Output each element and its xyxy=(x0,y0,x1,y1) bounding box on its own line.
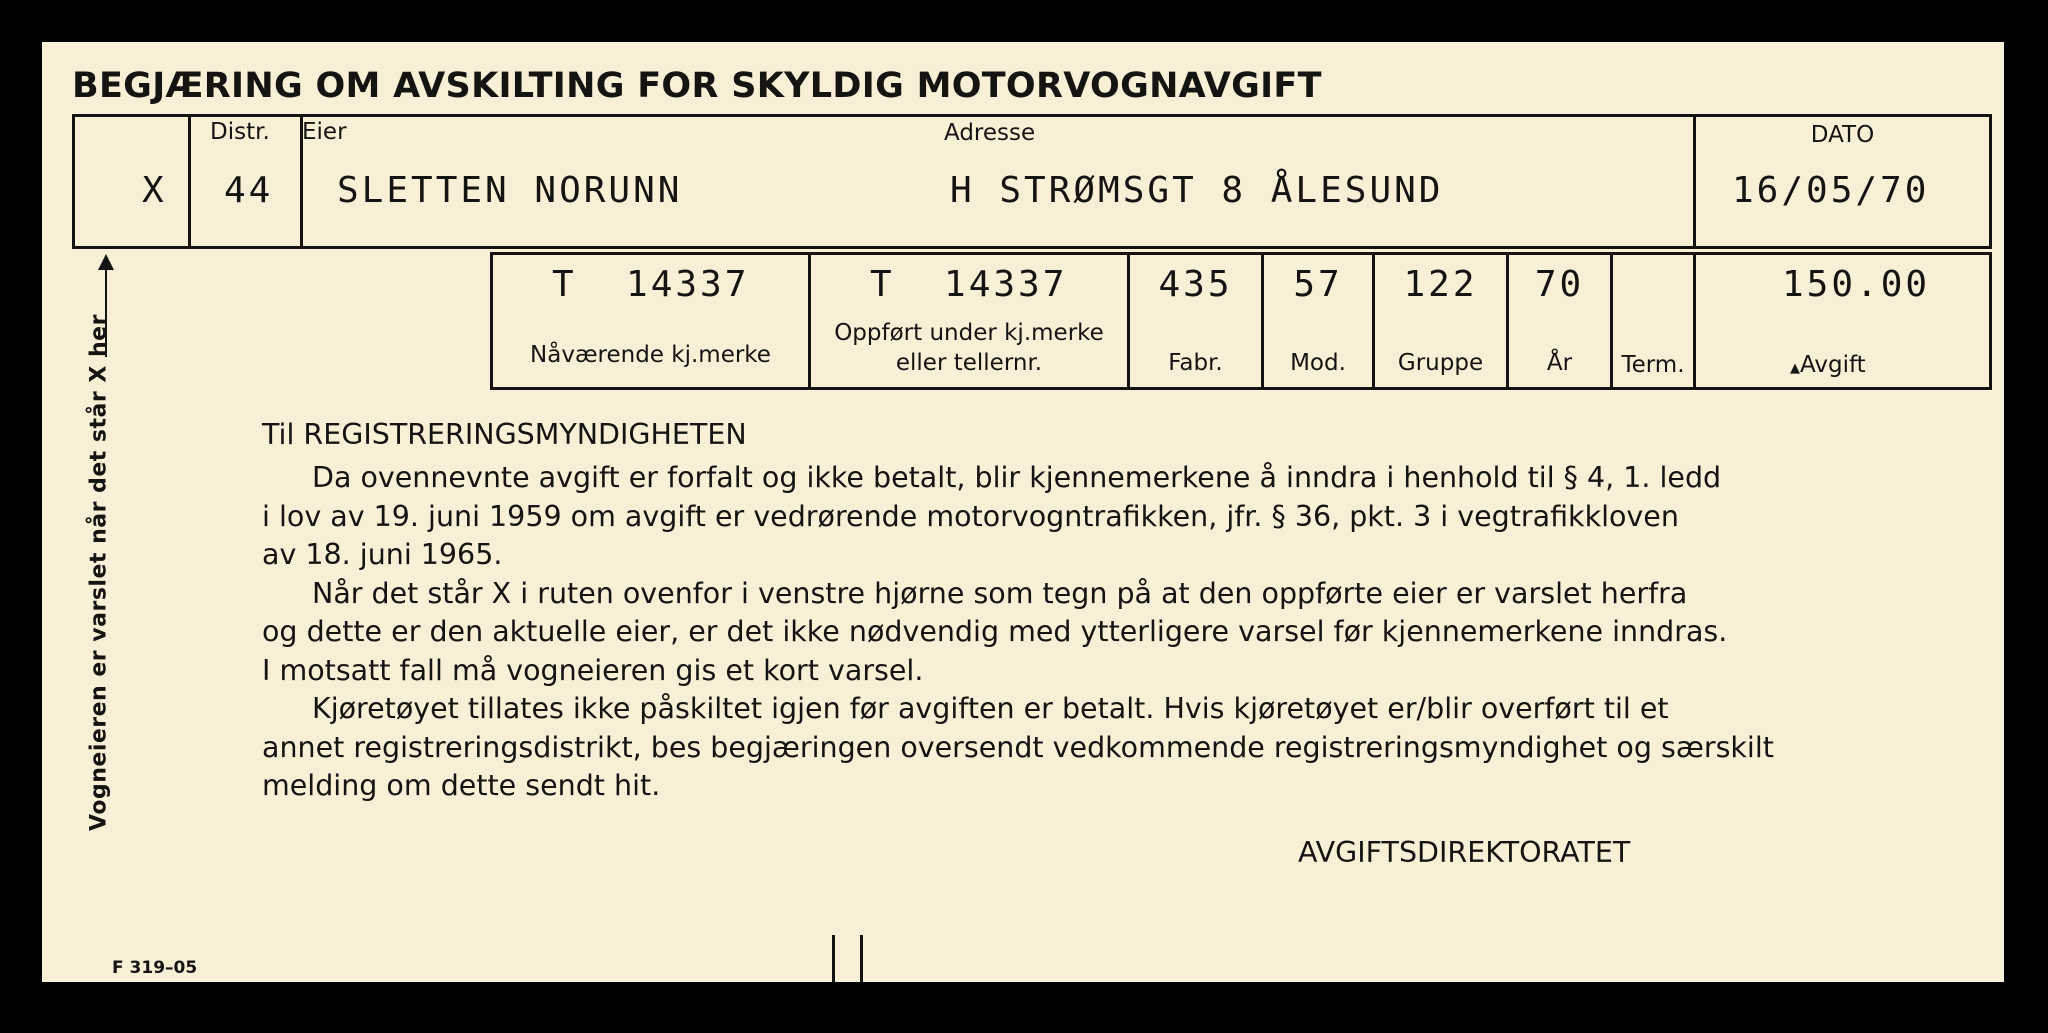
divider-mark-distr xyxy=(188,114,191,249)
avgift-marker: ▲ xyxy=(1790,361,1800,376)
avgift-label-text: Avgift xyxy=(1800,352,1866,378)
paragraph-1-line-3: av 18. juni 1965. xyxy=(262,538,503,571)
paragraph-1-line-1: Da ovennevnte avgift er forfalt og ikke betalt, blir kjennemerkene å inndra i henhold til § 4, 1. ledd xyxy=(312,461,1722,494)
mod-value: 57 xyxy=(1293,264,1343,305)
letter-recipient: Til REGISTRERINGSMYNDIGHETEN xyxy=(262,418,747,451)
dato-label: DATO xyxy=(1810,122,1875,148)
paragraph-3-line-2: annet registreringsdistrikt, bes begjæringen oversendt vedkommende registreringsmyndighet og særskilt xyxy=(262,730,1774,764)
fabr-value: 435 xyxy=(1158,264,1233,305)
notified-mark: X xyxy=(142,170,167,211)
vehicle-row-left-border xyxy=(490,252,493,390)
ar-label: År xyxy=(1546,350,1573,376)
vehicle-row-top-border xyxy=(490,252,1990,255)
paragraph-3-line-1: Kjøretøyet tillates ikke påskiltet igjen før avgiften er betalt. Hvis kjøretøyet er/blir overført til et xyxy=(312,692,1669,725)
signature: AVGIFTSDIREKTORATET xyxy=(1298,836,1631,869)
paragraph-2-line-3: I motsatt fall må vogneieren gis et kort varsel. xyxy=(262,653,924,687)
distr-label: Distr. xyxy=(210,119,270,145)
paragraph-2-line-2: og dette er den aktuelle eier, er det ikke nødvendig med ytterligere varsel før kjennemerkene inndras. xyxy=(262,615,1728,648)
form-card xyxy=(42,42,2004,982)
form-code: F 319–05 xyxy=(112,958,198,978)
avgift-label xyxy=(1790,352,1866,378)
tear-mark-right xyxy=(860,935,863,982)
side-note: Vogneieren er varslet når det står X her xyxy=(86,314,112,831)
vehicle-row-bottom-border xyxy=(490,387,1990,390)
listed-plate-label-line2: eller tellernr. xyxy=(895,350,1043,376)
distr-value: 44 xyxy=(224,170,274,211)
avgift-value: 150.00 xyxy=(1782,264,1931,305)
listed-plate-value: T 14337 xyxy=(870,264,1068,305)
vehicle-row-right-border xyxy=(1989,252,1992,390)
eier-value: SLETTEN NORUNN xyxy=(337,170,683,211)
adresse-label: Adresse xyxy=(944,120,1036,146)
letter-paragraphs xyxy=(262,459,1774,806)
form-title: BEGJÆRING OM AVSKILTING FOR SKYLDIG MOTORVOGNAVGIFT xyxy=(72,66,1322,106)
eier-label: Eier xyxy=(302,119,347,145)
header-row-left-border xyxy=(72,114,75,249)
header-row-top-border xyxy=(72,114,1992,117)
current-plate-value: T 14337 xyxy=(552,264,750,305)
paragraph-1-line-2: i lov av 19. juni 1959 om avgift er vedrørende motorvogntrafikken, jfr. § 36, pkt. 3 i vegtrafikkloven xyxy=(262,499,1679,533)
tear-mark-left xyxy=(832,935,835,982)
dato-value: 16/05/70 xyxy=(1732,170,1930,211)
header-row-bottom-border xyxy=(72,246,1992,249)
ar-value: 70 xyxy=(1534,264,1585,305)
gruppe-label: Gruppe xyxy=(1397,350,1484,376)
paragraph-2-line-1: Når det står X i ruten ovenfor i venstre hjørne som tegn på at den oppførte eier er varslet herfra xyxy=(312,576,1688,610)
paragraph-3-line-3: melding om dette sendt hit. xyxy=(262,769,661,802)
divider-term-avgift xyxy=(1693,252,1696,390)
adresse-value: H STRØMSGT 8 ÅLESUND xyxy=(950,170,1444,211)
header-row-right-border xyxy=(1989,114,1992,249)
listed-plate-label-line1: Oppført under kj.merke xyxy=(834,320,1104,346)
term-label: Term. xyxy=(1621,352,1685,378)
current-plate-label: Nåværende kj.merke xyxy=(530,342,771,368)
gruppe-value: 122 xyxy=(1403,264,1478,305)
mod-label: Mod. xyxy=(1290,350,1346,376)
fabr-label: Fabr. xyxy=(1168,350,1223,376)
